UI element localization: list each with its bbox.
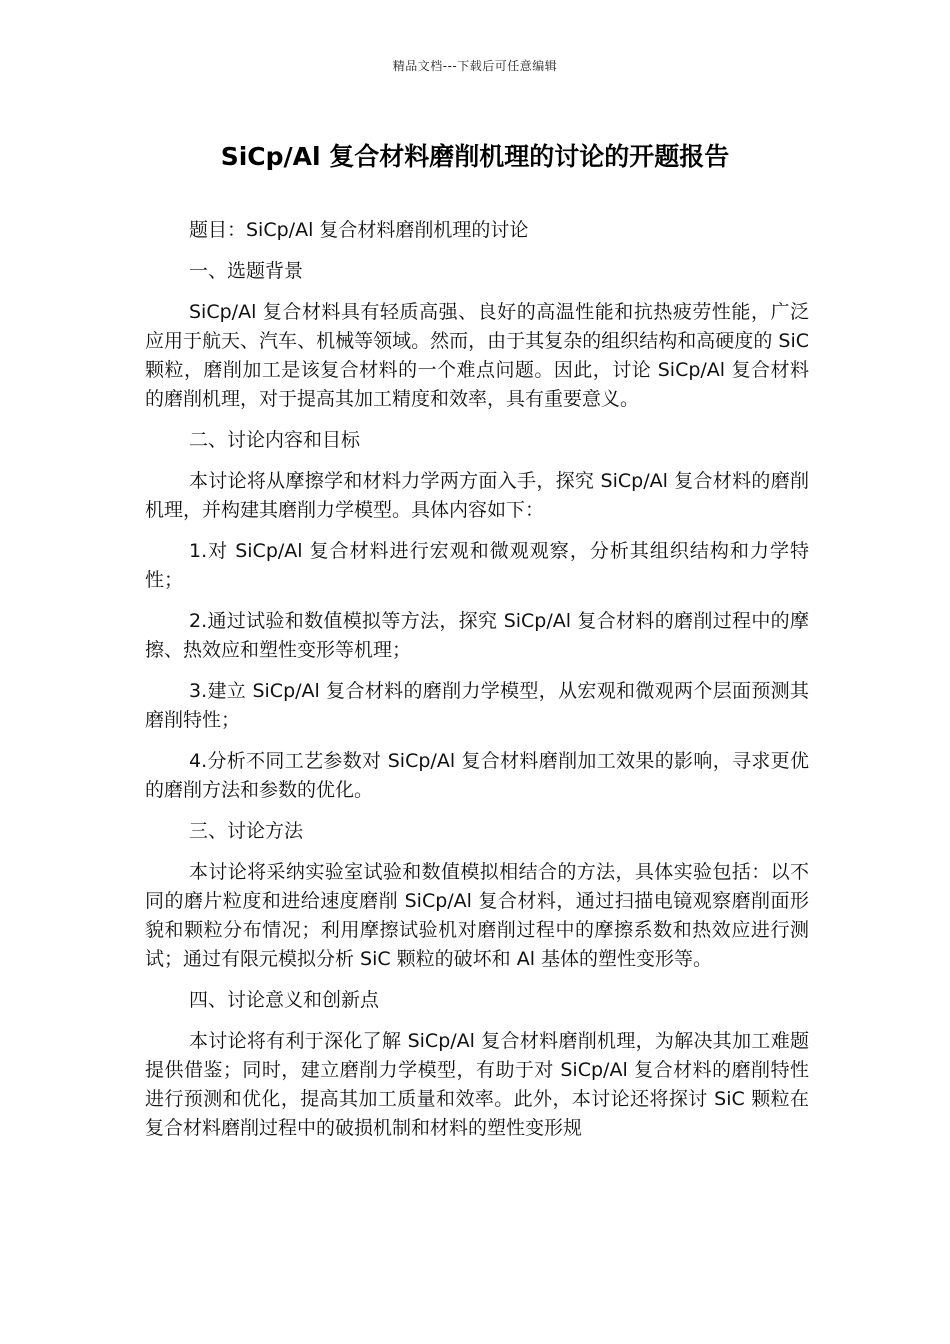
topic-line: 题目：SiCp/Al 复合材料磨削机理的讨论 (189, 219, 529, 241)
document-body (145, 216, 809, 1155)
section-heading-background: 一、选题背景 (189, 260, 304, 282)
significance-paragraph: 本讨论将有利于深化了解 SiCp/Al 复合材料磨削机理，为解决其加工难题提供借鉴；同时，建立磨削力学模型，有助于对 SiCp/Al 复合材料的磨削特性进行预测和优化，提高其加工质量和效率。此外，本讨论还将探讨 SiC 颗粒在复合材料磨削过程中的破损机制和材料的塑性变形规 (145, 1030, 809, 1139)
section-heading-method: 三、讨论方法 (189, 820, 304, 842)
header-note: 精品文档---下载后可任意编辑 (392, 59, 558, 73)
method-paragraph: 本讨论将采纳实验室试验和数值模拟相结合的方法，具体实验包括：以不同的磨片粒度和进给速度磨削 SiCp/Al 复合材料，通过扫描电镜观察磨削面形貌和颗粒分布情况；利用摩擦试验机对磨削过程中的摩擦系数和热效应进行测试；通过有限元模拟分析 SiC 颗粒的破坏和 Al 基体的塑性变形等。 (145, 861, 809, 970)
content-intro-paragraph: 本讨论将从摩擦学和材料力学两方面入手，探究 SiCp/Al 复合材料的磨削机理，并构建其磨削力学模型。具体内容如下： (145, 470, 809, 521)
section-heading-content: 二、讨论内容和目标 (189, 429, 361, 451)
content-item-1: 1.对 SiCp/Al 复合材料进行宏观和微观观察，分析其组织结构和力学特性； (145, 540, 809, 591)
content-item-2: 2.通过试验和数值模拟等方法，探究 SiCp/Al 复合材料的磨削过程中的摩擦、热效应和塑性变形等机理； (145, 610, 809, 661)
content-item-3: 3.建立 SiCp/Al 复合材料的磨削力学模型，从宏观和微观两个层面预测其磨削特性； (145, 680, 809, 731)
content-item-4: 4.分析不同工艺参数对 SiCp/Al 复合材料磨削加工效果的影响，寻求更优的磨削方法和参数的优化。 (145, 750, 809, 801)
document-title: SiCp/Al 复合材料磨削机理的讨论的开题报告 (220, 142, 730, 171)
section-heading-significance: 四、讨论意义和创新点 (189, 989, 380, 1011)
background-paragraph: SiCp/Al 复合材料具有轻质高强、良好的高温性能和抗热疲劳性能，广泛应用于航天、汽车、机械等领域。然而，由于其复杂的组织结构和高硬度的 SiC 颗粒，磨削加工是该复合材料的一个难点问题。因此，讨论 SiCp/Al 复合材料的磨削机理，对于提高其加工精度和效率，具有重要意义。 (145, 301, 809, 410)
